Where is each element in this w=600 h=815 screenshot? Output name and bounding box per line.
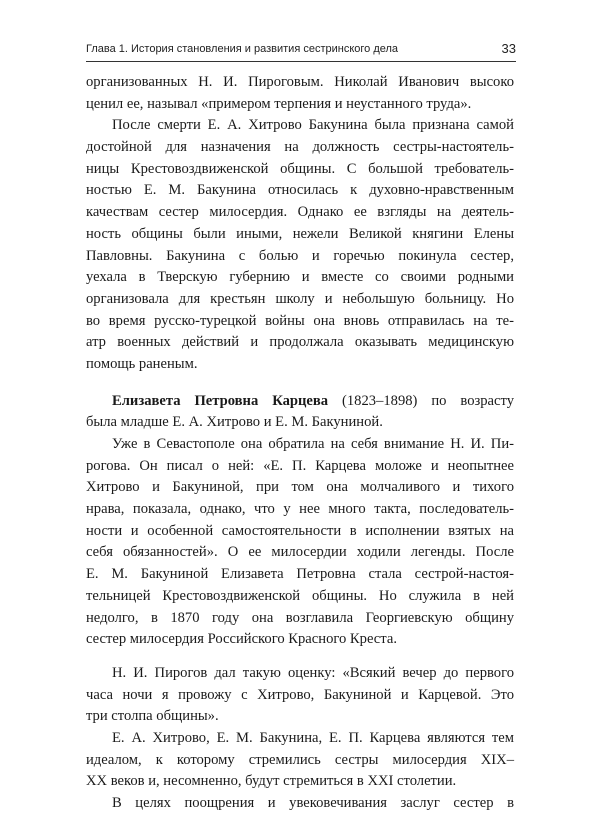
- body-text: [86, 72, 514, 815]
- paragraph-3: [86, 391, 514, 434]
- text-line: во время русско-турецкой войны она вновь отправилась на те-: [86, 312, 514, 329]
- running-header: [86, 42, 516, 62]
- paragraph-gap: [86, 651, 514, 663]
- text-line: Е. М. Бакуниной Елизавета Петровна стала сестрой-настоя-: [86, 566, 514, 583]
- text-line: Павловны. Бакунина с болью и горечью покинула сестер,: [86, 247, 514, 264]
- text-line: нрава, показала, однако, что у нее много такта, последователь-: [86, 501, 514, 518]
- text-line: XX веков и, несомненно, будут стремиться в XXI столетии.: [86, 773, 457, 790]
- chapter-title: Глава 1. История становления и развития сестринского дела: [86, 43, 399, 55]
- text-line: недолго, в 1870 году она возглавила Георгиевскую общину: [86, 609, 514, 626]
- paragraph-5: [86, 663, 514, 728]
- text-line: ности и особенной самостоятельности в исполнении взятых на: [86, 522, 514, 539]
- text-line: достойной для назначения на должность сестры-настоятель-: [86, 139, 514, 156]
- text-line: помощь раненым.: [86, 355, 198, 372]
- text-line: В целях поощрения и увековечивания заслуг сестер в: [112, 795, 514, 811]
- text-line: ность общины были иными, нежели Великой княгини Елены: [86, 225, 514, 242]
- text-line: тельницей Крестовоздвиженской общины. Но служила в ней: [86, 587, 514, 604]
- text-line: организовала для крестьян школу и небольшую больницу. Но: [86, 290, 514, 307]
- text-line: сестер милосердия Российского Красного Креста.: [86, 631, 397, 648]
- text-line: атр военных действий и продолжала оказывать медицинскую: [86, 334, 514, 351]
- text-line: себя обязанностей». О ее милосердии ходили легенды. После: [86, 544, 514, 561]
- text-line: три столпа общины».: [86, 708, 219, 725]
- text-line: Уже в Севастополе она обратила на себя внимание Н. И. Пи-: [112, 436, 514, 452]
- paragraph-6: [86, 728, 514, 793]
- person-name: Елизавета Петровна Карцева: [112, 392, 329, 409]
- paragraph-1: [86, 72, 514, 115]
- text-fragment: (1823–1898) по возрасту: [328, 392, 514, 409]
- header-rule: [86, 61, 516, 62]
- paragraph-2: [86, 115, 514, 375]
- text-line: уехала в Тверскую губернию и вместе со своими родными: [86, 269, 514, 286]
- text-line: Хитрово и Бакуниной, при том она молчаливого и тихого: [86, 479, 514, 496]
- paragraph-7: [86, 793, 514, 815]
- text-line: Н. И. Пирогов дал такую оценку: «Всякий вечер до первого: [112, 664, 514, 681]
- paragraph-4: [86, 434, 514, 651]
- text-line: ницы Крестовоздвиженской общины. С большой требователь-: [86, 160, 514, 177]
- text-line: организованных Н. И. Пироговым. Николай Иванович высоко: [86, 74, 514, 90]
- text-line: идеалом, к которому стремились сестры милосердия XIX–: [86, 751, 514, 768]
- text-line: Е. А. Хитрово, Е. М. Бакунина, Е. П. Карцева являются тем: [112, 729, 514, 746]
- text-line: была младше Е. А. Хитрово и Е. М. Бакуниной.: [86, 414, 383, 431]
- paragraph-gap: [86, 376, 514, 391]
- text-line: качествам сестер милосердия. Однако ее взгляды на деятель-: [86, 204, 514, 221]
- text-line: ценил ее, называл «примером терпения и неустанного труда».: [86, 95, 472, 112]
- text-line: часа ночи я провожу с Хитрово, Бакуниной и Карцевой. Это: [86, 686, 514, 703]
- text-line: [86, 391, 514, 413]
- text-line: рогова. Он писал о ней: «Е. П. Карцева моложе и неопытнее: [86, 457, 514, 474]
- text-line: ностью Е. М. Бакунина относилась к духовно-нравственным: [86, 182, 514, 199]
- page-number: 33: [501, 41, 516, 56]
- text-line: После смерти Е. А. Хитрово Бакунина была признана самой: [112, 117, 514, 134]
